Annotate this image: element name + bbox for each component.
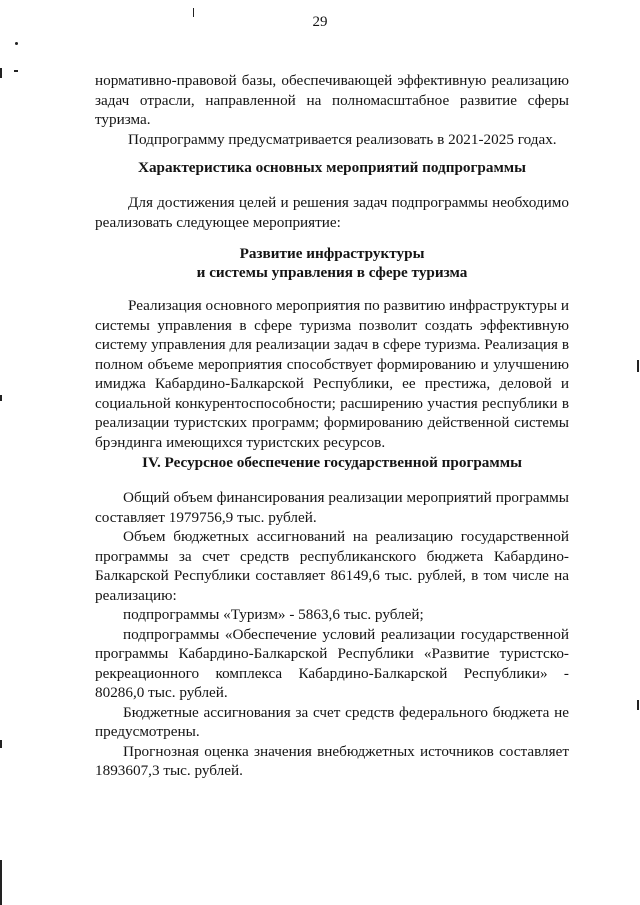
development-block (95, 296, 569, 452)
scan-mark-left-3 (0, 68, 2, 78)
scan-mark-left-6 (0, 860, 2, 905)
heading-characteristics: Характеристика основных мероприятий подпрограммы (137, 159, 527, 176)
subprogram-tourism-paragraph: подпрограммы «Туризм» - 5863,6 тыс. рублей; (123, 606, 424, 623)
goals-block (95, 193, 569, 232)
scan-mark-left-2 (14, 70, 18, 72)
republic-budget-paragraph: Объем бюджетных ассигнований на реализацию государственной программы за счет средств республиканского бюджета Кабардино-Балкарской Республики составляет 86149,6 тыс. рублей, в том числе на реализацию: (95, 528, 569, 604)
development-paragraph: Реализация основного мероприятия по развитию инфраструктуры и системы управления в сфере туризма позволит создать эффективную систему управления для реализации задач в сфере туризма. Реализация в полном объеме мероприятия способствует формированию и улучшению имиджа Кабардино-Балкарской Республики, ее престижа, деловой и социальной конкурентоспособности; расширению участия республики в реализации туристских программ; формированию действенной системы брэндинга имеющихся туристских ресурсов. (95, 297, 569, 451)
scan-mark-right-1 (637, 360, 639, 372)
period-paragraph: Подпрограмму предусматривается реализовать в 2021-2025 годах. (128, 130, 557, 148)
subprogram-support-paragraph: подпрограммы «Обеспечение условий реализации государственной программы Кабардино-Балкарской Республики «Развитие туристско-рекреационного комплекса Кабардино-Балкарской Республики» - 80286,0 тыс. рублей. (95, 625, 569, 701)
federal-budget-paragraph: Бюджетные ассигнования за счет средств федерального бюджета не предусмотрены. (95, 703, 569, 740)
scan-mark-left-4 (0, 395, 2, 401)
intro-paragraph: нормативно-правовой базы, обеспечивающей эффективную реализацию задач отрасли, направленной на полномасштабное развитие сферы туризма. (95, 72, 569, 128)
scan-mark-right-2 (637, 700, 639, 710)
scan-mark-left-1 (15, 42, 18, 45)
heading-development-line-1: Развитие инфраструктуры (239, 245, 425, 262)
heading-development-line-2: и системы управления в сфере туризма (196, 264, 468, 281)
heading-resources: IV. Ресурсное обеспечение государственной программы (142, 454, 522, 471)
scan-mark-left-5 (0, 740, 2, 748)
total-paragraph: Общий объем финансирования реализации мероприятий программы составляет 1979756,9 тыс. рублей. (95, 489, 569, 526)
extra-budget-paragraph: Прогнозная оценка значения внебюджетных источников составляет 1893607,3 тыс. рублей. (95, 742, 569, 779)
page-number: 29 (312, 14, 328, 30)
resources-block (95, 488, 569, 781)
intro-block (95, 71, 569, 149)
goals-paragraph: Для достижения целей и решения задач подпрограммы необходимо реализовать следующее мероприятие: (95, 194, 569, 231)
